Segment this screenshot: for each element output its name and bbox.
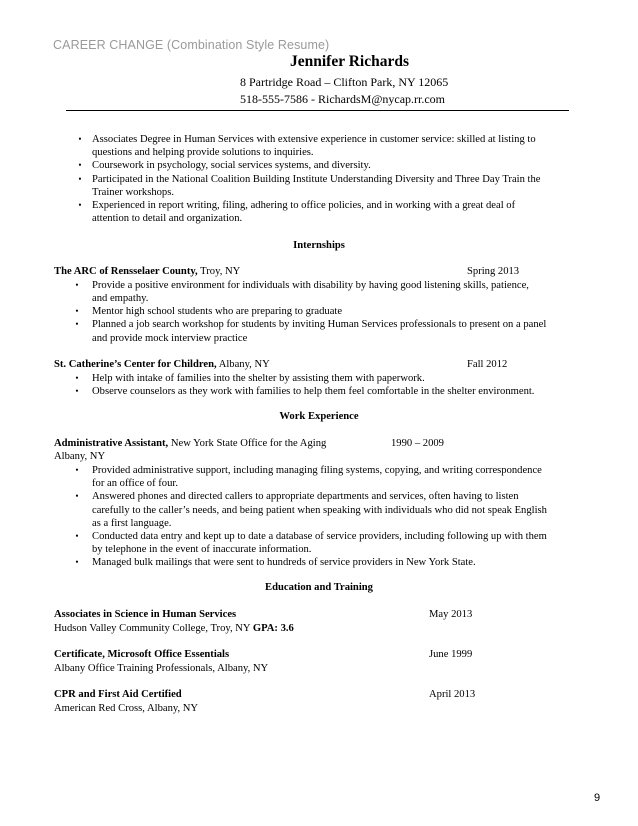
- work-bullet-text: carefully to the caller’s needs, and being patient when speaking with individuals who did not speak English: [92, 504, 547, 516]
- bullet-icon: •: [78, 160, 82, 171]
- bullet-icon: •: [78, 200, 82, 210]
- internship-bullet-text: Observe counselors as they work with families to help them feel comfortable in the shelter environment.: [92, 385, 535, 397]
- address: 8 Partridge Road – Clifton Park, NY 12065: [240, 75, 449, 89]
- section-heading-work: Work Experience: [279, 411, 359, 422]
- internship-bullet-text: Planned a job search workshop for students by inviting Human Services professionals to present on a panel: [92, 319, 547, 331]
- applicant-name: Jennifer Richards: [290, 53, 409, 70]
- work-bullet-text: Provided administrative support, including managing filing systems, copying, and writing correspondence: [92, 465, 542, 476]
- work-date: 1990 – 2009: [391, 438, 444, 449]
- employer: New York State Office for the Aging: [168, 438, 327, 449]
- internship-bullet-text: Mentor high school students who are preparing to graduate: [92, 306, 343, 318]
- education-institution: [54, 622, 294, 635]
- section-heading-education: Education and Training: [265, 582, 373, 593]
- summary-bullet-text: questions and helping provide solutions to inquiries.: [92, 147, 314, 159]
- work-bullet-text: for an office of four.: [92, 478, 178, 490]
- bullet-icon: •: [75, 372, 79, 383]
- work-bullet-text: Conducted data entry and kept up to date a database of service providers, including following up with them: [92, 531, 547, 542]
- work-bullet-text: Managed bulk mailings that were sent to hundreds of service providers in New York State.: [92, 557, 476, 569]
- education-title: Certificate, Microsoft Office Essentials: [54, 649, 230, 660]
- education-date: June 1999: [429, 649, 473, 660]
- summary-bullet-text: attention to detail and organization.: [92, 213, 243, 225]
- org-name: St. Catherine’s Center for Children,: [54, 359, 217, 370]
- internship-org: [54, 265, 240, 278]
- education-date: May 2013: [429, 609, 473, 620]
- internship-bullet-text: Help with intake of families into the shelter by assisting them with paperwork.: [92, 372, 425, 384]
- work-bullet-text: as a first language.: [92, 517, 172, 529]
- phone-email: 518-555-7586 - RichardsM@nycap.rr.com: [240, 92, 446, 106]
- org-name: The ARC of Rensselaer County,: [54, 266, 198, 277]
- bullet-icon: •: [75, 557, 79, 568]
- education-date: April 2013: [429, 689, 476, 700]
- internship-org: [54, 358, 270, 371]
- internship-bullet-text: and provide mock interview practice: [92, 332, 248, 344]
- page-number: 9: [594, 792, 601, 804]
- org-location: Troy, NY: [197, 266, 241, 277]
- summary-bullet-text: Associates Degree in Human Services with extensive experience in customer service: skilled at listing to: [92, 134, 536, 145]
- work-bullet-text: by telephone in the event of inaccurate information.: [92, 544, 312, 556]
- bullet-icon: •: [75, 319, 79, 330]
- bullet-icon: •: [78, 134, 82, 144]
- work-title: [54, 437, 326, 450]
- education-institution: [54, 662, 268, 675]
- work-location: Albany, NY: [54, 451, 106, 462]
- header-divider: [66, 110, 569, 111]
- institution-name: Albany Office Training Professionals, Albany, NY: [54, 662, 269, 674]
- section-heading-internships: Internships: [293, 240, 345, 251]
- summary-bullet-text: Trainer workshops.: [92, 186, 175, 198]
- internship-bullet-text: and empathy.: [92, 292, 149, 304]
- org-location: Albany, NY: [216, 359, 270, 370]
- bullet-icon: •: [75, 279, 79, 290]
- internship-date: Fall 2012: [467, 359, 508, 370]
- summary-bullet-text: Participated in the National Coalition Building Institute Understanding Diversity and Three Day Train the: [92, 173, 541, 185]
- bullet-icon: •: [75, 531, 79, 541]
- internship-bullet-text: Provide a positive environment for individuals with disability by having good listening skills, patience,: [92, 279, 529, 291]
- institution-name: Hudson Valley Community College, Troy, NY: [54, 622, 253, 634]
- internship-date: Spring 2013: [467, 266, 520, 277]
- bullet-icon: •: [78, 173, 82, 184]
- institution-name: American Red Cross, Albany, NY: [54, 702, 199, 714]
- document-type-label: CAREER CHANGE (Combination Style Resume): [53, 38, 330, 52]
- bullet-icon: •: [75, 306, 79, 317]
- gpa: GPA: 3.6: [252, 622, 294, 634]
- education-institution: [54, 702, 198, 715]
- summary-bullet-text: Coursework in psychology, social services systems, and diversity.: [92, 160, 371, 172]
- summary-bullet-text: Experienced in report writing, filing, adhering to office policies, and in working with a great deal of: [92, 200, 516, 211]
- bullet-icon: •: [75, 385, 79, 396]
- education-title: CPR and First Aid Certified: [54, 689, 182, 700]
- bullet-icon: •: [75, 491, 79, 502]
- bullet-icon: •: [75, 465, 79, 475]
- work-bullet-text: Answered phones and directed callers to appropriate departments and services, often having to listen: [92, 491, 519, 503]
- education-title: Associates in Science in Human Services: [54, 609, 237, 620]
- job-title: Administrative Assistant,: [54, 438, 169, 449]
